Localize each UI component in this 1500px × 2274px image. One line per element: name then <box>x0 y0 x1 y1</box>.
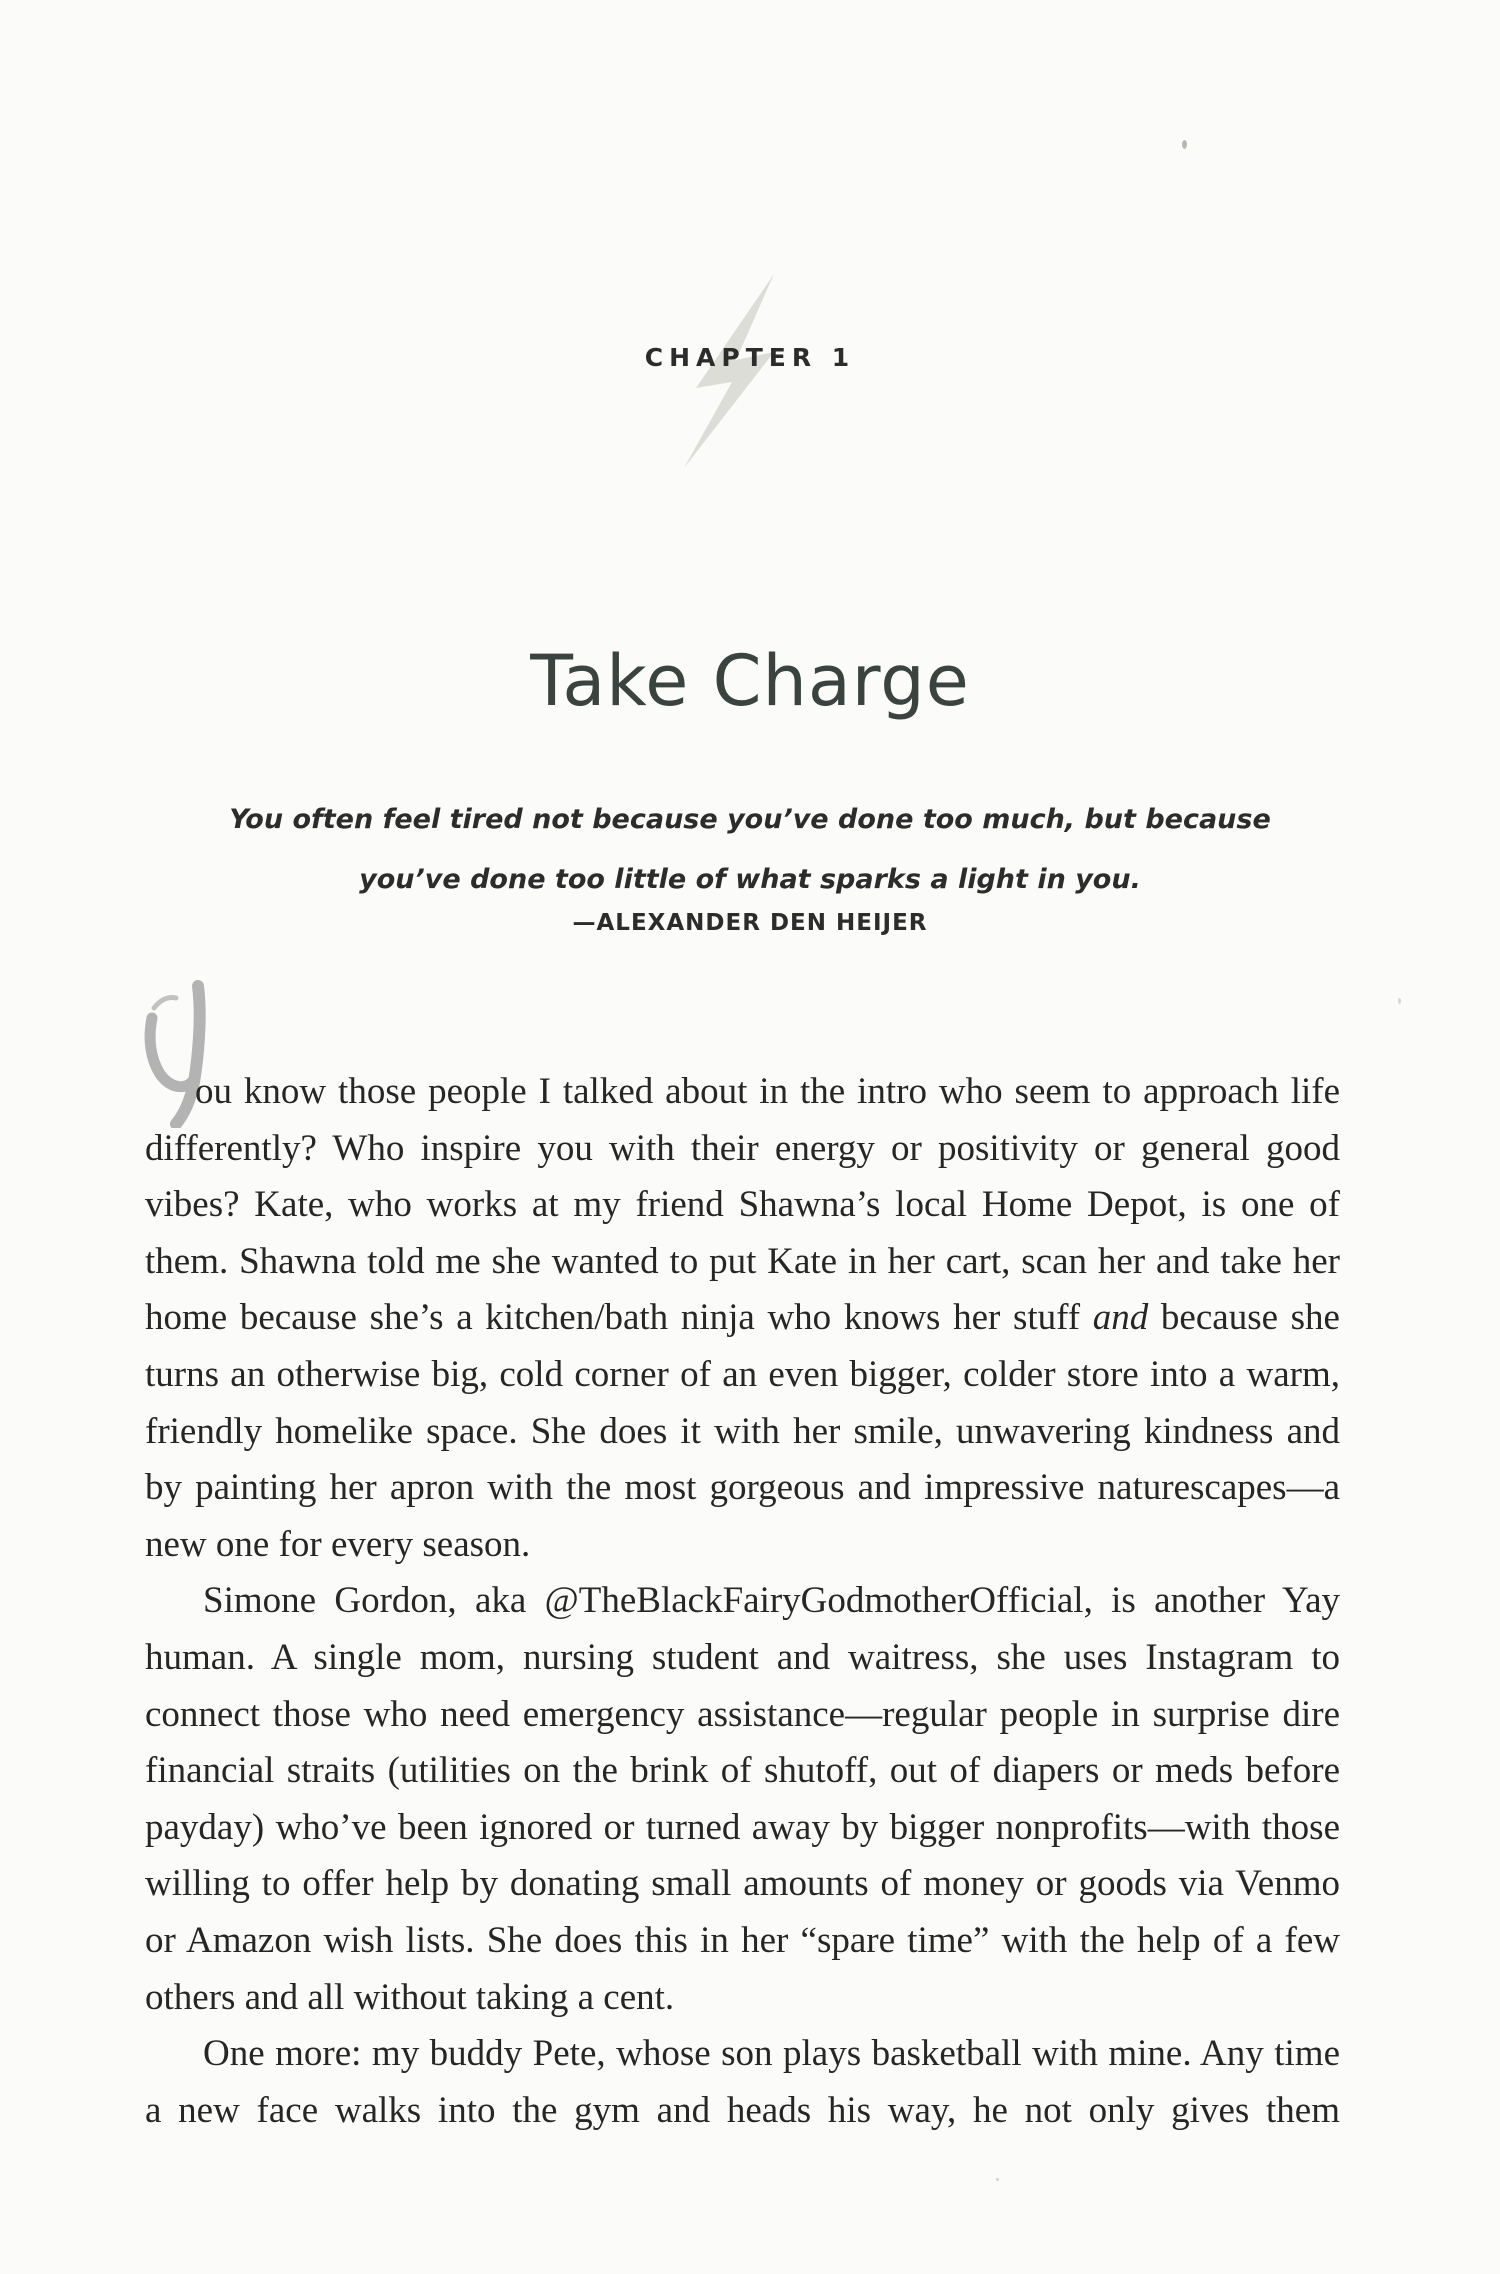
chapter-body <box>145 1064 1340 2139</box>
paragraph-text: ou know those people I talked about in the intro who seem to approach life differently? Who inspire you with their energy or positivity or general good vibes? Kate, who works at my friend Shawna’s local Home Depot, is one of them. Shawna told me she wanted to put Kate in her cart, scan her and take her home because she’s a kitchen/bath ninja who knows her stuff <box>145 1071 1340 1339</box>
paragraph <box>145 1064 1340 1573</box>
epigraph-attribution: —ALEXANDER DEN HEIJER <box>572 910 928 936</box>
epigraph-line: You often feel tired not because you’ve done too much, but because <box>229 804 1271 835</box>
emphasis-text: and <box>1092 1297 1149 1339</box>
epigraph-quote <box>180 790 1320 910</box>
chapter-label: CHAPTER 1 <box>644 343 856 372</box>
chapter-title: Take Charge <box>530 640 970 722</box>
scan-speck <box>1182 140 1187 149</box>
paragraph: One more: my buddy Pete, whose son plays basketball with mine. Any time a new face walks into the gym and heads his way, he not only gives them <box>145 2033 1340 2131</box>
paragraph-text: because she turns an otherwise big, cold corner of an even bigger, colder store into a warm, friendly homelike space. She does it with her smile, unwavering kindness and by painting her apron with the most gorgeous and impressive naturescapes—a new one for every season. <box>145 1297 1340 1565</box>
scan-speck <box>996 2178 999 2181</box>
epigraph-line: you’ve done too little of what sparks a light in you. <box>359 864 1141 895</box>
scan-speck <box>1398 998 1401 1004</box>
paragraph: Simone Gordon, aka @TheBlackFairyGodmotherOfficial, is another Yay human. A single mom, nursing student and waitress, she uses Instagram to connect those who need emergency assistance—regular people in surprise dire financial straits (utilities on the brink of shutoff, out of diapers or meds before payday) who’ve been ignored or turned away by bigger nonprofits—with those willing to offer help by donating small amounts of money or goods via Venmo or Amazon wish lists. She does this in her “spare time” with the help of a few others and all without taking a cent. <box>145 1580 1340 2018</box>
